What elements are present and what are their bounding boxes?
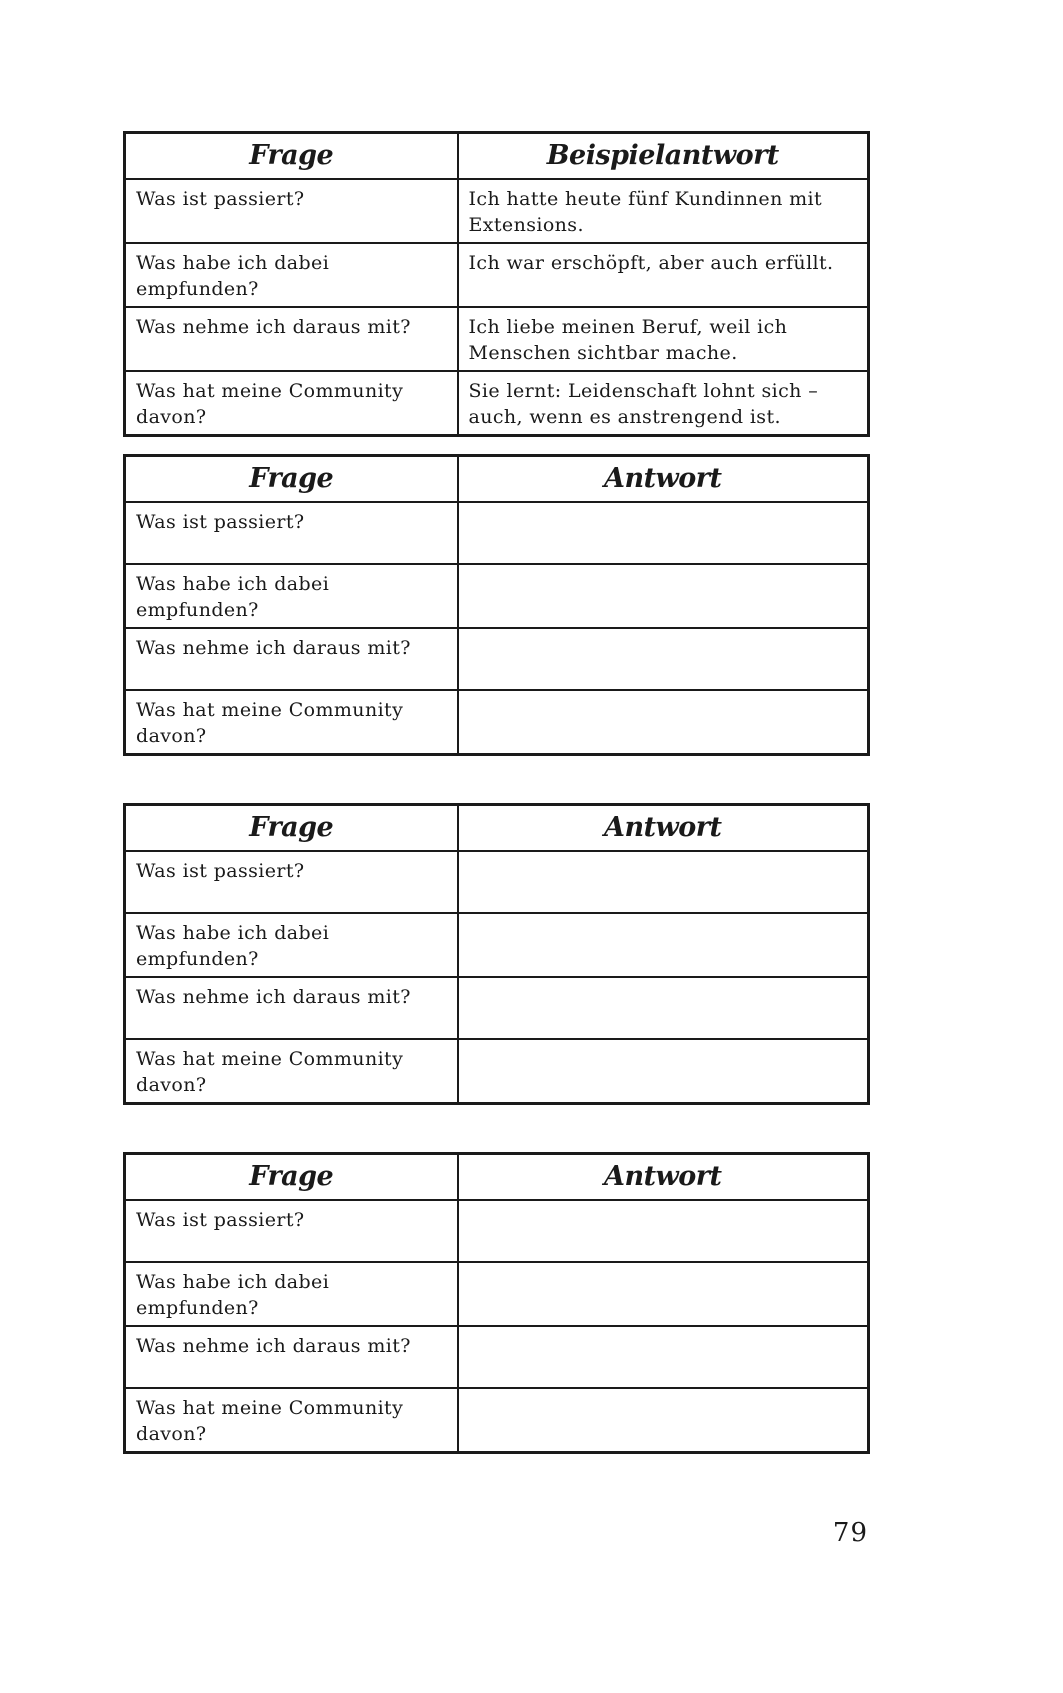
answer-cell bbox=[458, 1200, 869, 1262]
question-cell: Was nehme ich daraus mit? bbox=[125, 1326, 458, 1388]
answer-column-header: Beispielantwort bbox=[458, 133, 869, 180]
answer-cell: Ich hatte heute fünf Kundinnen mit Extensions. bbox=[458, 179, 869, 243]
table-row bbox=[125, 564, 869, 628]
question-cell: Was habe ich dabei empfunden? bbox=[125, 564, 458, 628]
question-cell: Was nehme ich daraus mit? bbox=[125, 307, 458, 371]
answer-cell: Ich liebe meinen Beruf, weil ich Menschen sichtbar mache. bbox=[458, 307, 869, 371]
table-row bbox=[125, 502, 869, 564]
table-row bbox=[125, 1388, 869, 1453]
answer-cell bbox=[458, 628, 869, 690]
question-cell: Was nehme ich daraus mit? bbox=[125, 628, 458, 690]
question-column-header: Frage bbox=[125, 805, 458, 852]
blank-reflection-table bbox=[123, 1152, 870, 1454]
answer-cell bbox=[458, 564, 869, 628]
question-column-header: Frage bbox=[125, 133, 458, 180]
question-cell: Was ist passiert? bbox=[125, 1200, 458, 1262]
table-row bbox=[125, 851, 869, 913]
question-cell: Was nehme ich daraus mit? bbox=[125, 977, 458, 1039]
table-row bbox=[125, 690, 869, 755]
table-row bbox=[125, 977, 869, 1039]
question-cell: Was habe ich dabei empfunden? bbox=[125, 913, 458, 977]
table-row bbox=[125, 307, 869, 371]
table-header-row bbox=[125, 133, 869, 180]
question-column-header: Frage bbox=[125, 456, 458, 503]
table-row bbox=[125, 1039, 869, 1104]
table-header-row bbox=[125, 1154, 869, 1201]
answer-column-header: Antwort bbox=[458, 456, 869, 503]
question-cell: Was ist passiert? bbox=[125, 502, 458, 564]
table-row bbox=[125, 913, 869, 977]
answer-cell bbox=[458, 502, 869, 564]
table-row bbox=[125, 1262, 869, 1326]
answer-cell bbox=[458, 851, 869, 913]
table-row bbox=[125, 243, 869, 307]
answer-cell bbox=[458, 1039, 869, 1104]
question-cell: Was ist passiert? bbox=[125, 851, 458, 913]
blank-reflection-table bbox=[123, 454, 870, 756]
answer-cell bbox=[458, 977, 869, 1039]
table-header-row bbox=[125, 456, 869, 503]
answer-column-header: Antwort bbox=[458, 1154, 869, 1201]
question-cell: Was habe ich dabei empfunden? bbox=[125, 243, 458, 307]
question-cell: Was hat meine Community davon? bbox=[125, 371, 458, 436]
page-number: 79 bbox=[832, 1518, 868, 1548]
table-row bbox=[125, 1326, 869, 1388]
answer-cell bbox=[458, 1326, 869, 1388]
question-cell: Was ist passiert? bbox=[125, 179, 458, 243]
example-reflection-table bbox=[123, 131, 870, 437]
answer-cell bbox=[458, 913, 869, 977]
blank-reflection-table bbox=[123, 803, 870, 1105]
question-cell: Was hat meine Community davon? bbox=[125, 690, 458, 755]
question-column-header: Frage bbox=[125, 1154, 458, 1201]
question-cell: Was habe ich dabei empfunden? bbox=[125, 1262, 458, 1326]
table-row bbox=[125, 371, 869, 436]
answer-cell bbox=[458, 1262, 869, 1326]
answer-column-header: Antwort bbox=[458, 805, 869, 852]
answer-cell bbox=[458, 690, 869, 755]
answer-cell: Ich war erschöpft, aber auch erfüllt. bbox=[458, 243, 869, 307]
table-row bbox=[125, 628, 869, 690]
answer-cell bbox=[458, 1388, 869, 1453]
question-cell: Was hat meine Community davon? bbox=[125, 1039, 458, 1104]
table-header-row bbox=[125, 805, 869, 852]
table-row bbox=[125, 1200, 869, 1262]
table-row bbox=[125, 179, 869, 243]
question-cell: Was hat meine Community davon? bbox=[125, 1388, 458, 1453]
answer-cell: Sie lernt: Leidenschaft lohnt sich – auch, wenn es anstrengend ist. bbox=[458, 371, 869, 436]
